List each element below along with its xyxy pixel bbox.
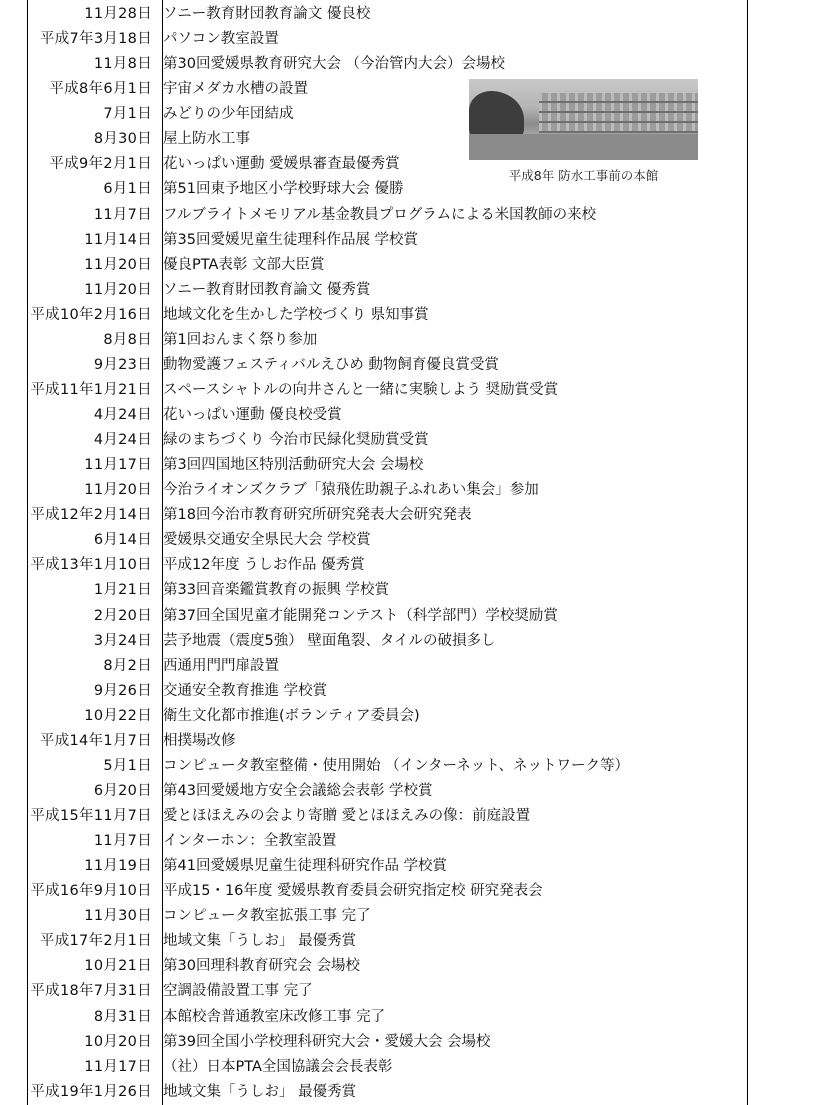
table-row [28,301,747,326]
table-row [28,602,747,627]
row-date: 4月24日 [93,432,152,449]
table-row [28,777,747,802]
table-row [28,677,747,702]
row-date: 平成8年6月1日 [49,81,152,98]
row-date: 平成12年2月14日 [30,507,152,524]
row-event: 平成12年度 うしお作品 優秀賞 [163,557,365,574]
row-event: 空調設備設置工事 完了 [163,983,313,1000]
table-row [28,351,747,376]
row-event: 相撲場改修 [163,732,236,749]
table-row [28,1003,747,1028]
row-date: 1月21日 [93,582,152,599]
row-date: 平成13年1月10日 [30,557,152,574]
row-event: 第30回愛媛県教育研究大会 （今治管内大会）会場校 [163,56,506,73]
row-date: 7月1日 [103,106,152,123]
row-event: 花いっぱい運動 優良校受賞 [163,407,342,424]
row-date: 11月19日 [84,858,152,875]
table-row [28,627,747,652]
row-event: 芸予地震（震度5強） 壁面亀裂、タイルの破損多し [163,632,496,649]
table-row [28,802,747,827]
row-event: 本館校舎普通教室床改修工事 完了 [163,1008,386,1025]
row-event: スペースシャトルの向井さんと一緒に実験しよう 奨励賞受賞 [163,381,559,398]
table-row [28,426,747,451]
row-date: 平成9年2月1日 [49,156,152,173]
row-event: 第35回愛媛児童生徒理科作品展 学校賞 [163,231,419,248]
row-event: フルブライトメモリアル基金教員プログラムによる米国教師の来校 [163,206,597,223]
row-date: 平成17年2月1日 [39,933,152,950]
table-row [28,551,747,576]
row-date: 10月22日 [84,707,152,724]
row-date: 平成10年2月16日 [30,306,152,323]
row-event: 第3回四国地区特別活動研究大会 会場校 [163,457,424,474]
row-event: 緑のまちづくり 今治市民緑化奨励賞受賞 [163,432,429,449]
table-row [28,376,747,401]
table-row [28,251,747,276]
table-row [28,1078,747,1103]
table-row [28,476,747,501]
row-date: 3月24日 [93,632,152,649]
row-date: 11月30日 [84,908,152,925]
table-row [28,25,747,50]
row-event: コンピュータ教室整備・使用開始 （インターネット、ネットワーク等） [163,757,629,774]
row-event: （社）日本PTA全国協議会会長表彰 [163,1058,393,1075]
row-date: 6月14日 [93,532,152,549]
row-event: 愛とほほえみの会より寄贈 愛とほほえみの像：前庭設置 [163,808,531,825]
table-row [28,50,747,75]
row-date: 11月7日 [93,206,152,223]
row-event: 第51回東予地区小学校野球大会 優勝 [163,181,404,198]
row-event: 地域文集「うしお」 最優秀賞 [163,1083,357,1100]
row-date: 11月17日 [84,457,152,474]
row-date: 8月2日 [103,657,152,674]
row-event: 第41回愛媛県児童生徒理科研究作品 学校賞 [163,858,448,875]
row-event: 動物愛護フェスティバルえひめ 動物飼育優良賞受賞 [163,356,499,373]
row-date: 11月20日 [84,256,152,273]
row-date: 11月7日 [93,833,152,850]
table-row [28,877,747,902]
table-row [28,952,747,977]
table-row [28,326,747,351]
row-event: みどりの少年団結成 [163,106,294,123]
row-event: ソニー教育財団教育論文 優良校 [163,6,371,23]
photo-tree [469,91,524,139]
table-row [28,827,747,852]
table-row [28,1053,747,1078]
table-row [28,977,747,1002]
row-date: 11月20日 [84,281,152,298]
table-row [28,451,747,476]
row-date: 11月17日 [84,1058,152,1075]
row-date: 平成15年11月7日 [30,808,152,825]
row-date: 8月30日 [93,131,152,148]
table-row [28,902,747,927]
row-date: 11月28日 [84,6,152,23]
row-date: 8月8日 [103,331,152,348]
row-date: 5月1日 [103,757,152,774]
row-event: 花いっぱい運動 愛媛県審査最優秀賞 [163,156,400,173]
row-event: 第1回おんまく祭り参加 [163,331,318,348]
row-date: 平成11年1月21日 [30,381,152,398]
table-row [28,1028,747,1053]
row-date: 平成7年3月18日 [39,31,152,48]
row-date: 平成19年1月26日 [30,1083,152,1100]
row-event: 今治ライオンズクラブ「猿飛佐助親子ふれあい集会」参加 [163,482,539,499]
table-row [28,201,747,226]
table-row [28,752,747,777]
row-event: コンピュータ教室拡張工事 完了 [163,908,371,925]
row-date: 11月8日 [93,56,152,73]
row-date: 8月31日 [93,1008,152,1025]
row-event: インターホン：全教室設置 [163,833,337,850]
row-date: 平成14年1月7日 [39,732,152,749]
table-row [28,401,747,426]
table-row [28,852,747,877]
row-date: 11月14日 [84,231,152,248]
row-event: 宇宙メダカ水槽の設置 [163,81,308,98]
row-date: 10月20日 [84,1033,152,1050]
table-row [28,727,747,752]
row-date: 9月23日 [93,356,152,373]
row-event: 第39回全国小学校理科研究大会・愛媛大会 会場校 [163,1033,491,1050]
row-event: 衛生文化都市推進(ボランティア委員会) [163,707,420,724]
photo-caption: 平成8年 防水工事前の本館 [508,168,659,183]
school-building-photo [469,79,698,160]
photo-building [539,93,698,133]
table-right-border [747,0,748,1105]
table-row [28,226,747,251]
row-event: 平成15・16年度 愛媛県教育委員会研究指定校 研究発表会 [163,883,543,900]
row-event: 屋上防水工事 [163,131,250,148]
table-row [28,576,747,601]
table-row [28,526,747,551]
row-date: 平成16年9月10日 [30,883,152,900]
photo-ground [469,134,698,160]
row-date: 10月21日 [84,958,152,975]
row-event: パソコン教室設置 [163,31,279,48]
row-event: 地域文集「うしお」 最優秀賞 [163,933,357,950]
table-row [28,501,747,526]
row-date: 9月26日 [93,682,152,699]
table-row [28,927,747,952]
row-event: 第43回愛媛地方安全会議総会表彰 学校賞 [163,782,433,799]
row-event: 優良PTA表彰 文部大臣賞 [163,256,325,273]
table-row [28,0,747,25]
row-event: ソニー教育財団教育論文 優秀賞 [163,281,371,298]
row-date: 6月1日 [103,181,152,198]
row-date: 4月24日 [93,407,152,424]
row-event: 西通用門門扉設置 [163,657,279,674]
row-event: 第37回全国児童才能開発コンテスト（科学部門）学校奨励賞 [163,607,558,624]
row-date: 平成18年7月31日 [30,983,152,1000]
table-row [28,702,747,727]
table-row [28,276,747,301]
row-date: 2月20日 [93,607,152,624]
row-date: 6月20日 [93,782,152,799]
row-date: 11月20日 [84,482,152,499]
row-event: 第33回音楽鑑賞教育の振興 学校賞 [163,582,390,599]
row-event: 交通安全教育推進 学校賞 [163,682,328,699]
table-row [28,652,747,677]
row-event: 第30回理科教育研究会 会場校 [163,958,361,975]
row-event: 地域文化を生かした学校づくり 県知事賞 [163,306,429,323]
row-event: 第18回今治市教育研究所研究発表大会研究発表 [163,507,472,524]
row-event: 愛媛県交通安全県民大会 学校賞 [163,532,371,549]
